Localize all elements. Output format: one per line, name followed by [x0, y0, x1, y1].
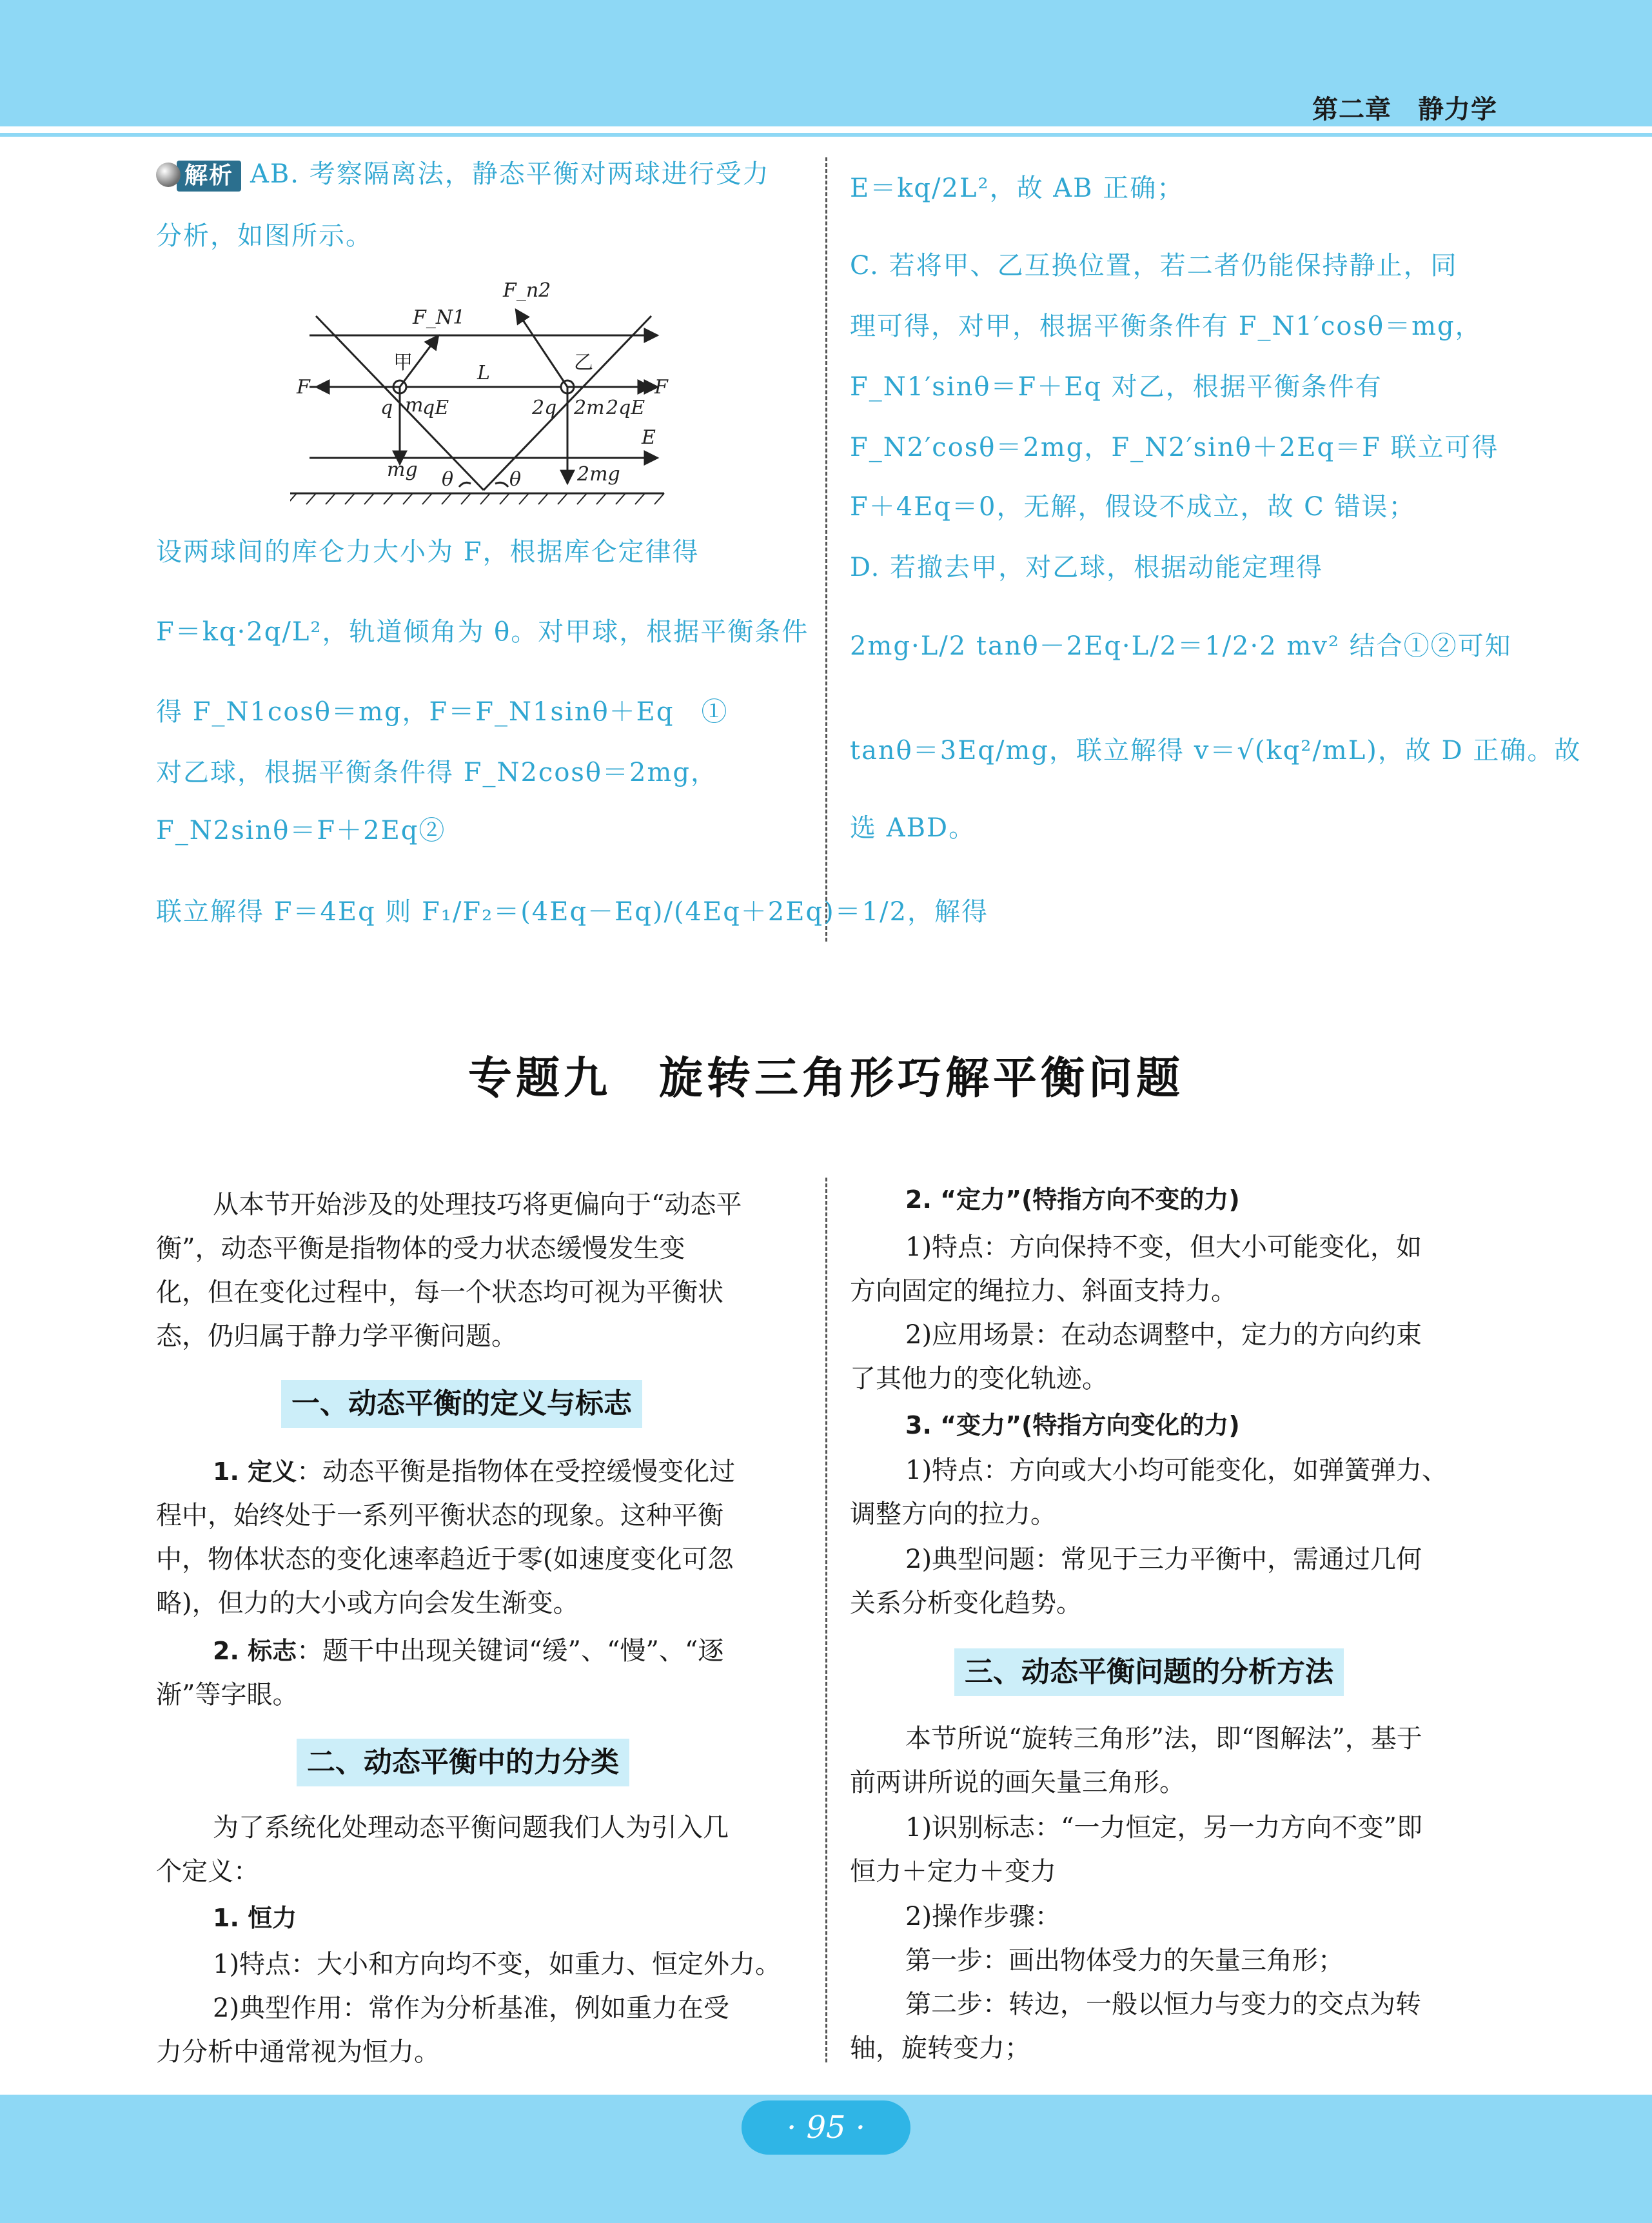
analysis-left-text-6: 对乙球，根据平衡条件得 F_N2cosθ＝2mg， — [156, 758, 718, 787]
section-heading-1: 一、动态平衡的定义与标志 — [281, 1380, 642, 1428]
fig-label-theta-left: θ — [442, 468, 454, 491]
sign-line-2: 渐”等字眼。 — [156, 1680, 299, 1710]
variable-force-line-4: 关系分析变化趋势。 — [850, 1588, 1082, 1618]
force-fn2-arrow — [516, 310, 567, 387]
analysis-left-text-8: 联立解得 F＝4Eq 则 F₁/F₂＝(4Eq－Eq)/(4Eq＋2Eq)＝1/2，解得 — [156, 897, 989, 927]
page-number: · 95 · — [786, 2109, 866, 2146]
fixed-force-line-1: 1)特点：方向保持不变，但大小可能变化，如 — [905, 1232, 1422, 1262]
definition-line-3: 中，物体状态的变化速率趋近于零(如速度变化可忽 — [156, 1545, 734, 1574]
page-title: 专题九 旋转三角形巧解平衡问题 — [467, 1053, 1184, 1104]
fig-label-2m: 2m — [574, 397, 605, 419]
class-intro-line-1: 为了系统化处理动态平衡问题我们人为引入几 — [213, 1813, 729, 1843]
class-intro-line-2: 个定义： — [156, 1857, 259, 1886]
analysis-left-text-3: 设两球间的库仑力大小为 F，根据库仑定律得 — [156, 537, 700, 567]
analysis-line-1 — [156, 155, 770, 193]
header-underline — [0, 133, 1652, 137]
sign-label: 2. 标志 — [213, 1637, 297, 1665]
constant-force-heading: 1. 恒力 — [213, 1904, 297, 1932]
fig-label-fn2: F_n2 — [503, 279, 551, 302]
fig-label-mg: mg — [387, 459, 418, 481]
sign-line-1 — [213, 1629, 723, 1673]
intro-line-1: 从本节开始涉及的处理技巧将更偏向于“动态平 — [213, 1190, 742, 1220]
ground-hatch — [290, 493, 664, 504]
fig-label-2mg: 2mg — [577, 463, 620, 486]
fig-label-q: q — [380, 397, 393, 419]
definition-label: 1. 定义 — [213, 1457, 297, 1486]
analysis-right-text-5: F_N2′cosθ＝2mg，F_N2′sinθ＋2Eq＝F 联立可得 — [850, 433, 1499, 462]
definition-text-1: ：动态平衡是指物体在受控缓慢变化过 — [297, 1457, 736, 1487]
column-divider-bottom — [825, 1178, 827, 2062]
definition-line-1 — [213, 1450, 735, 1494]
sign-text-1: ：题干中出现关键词“缓”、“慢”、“逐 — [297, 1636, 724, 1666]
variable-force-line-2: 调整方向的拉力。 — [850, 1499, 1056, 1529]
fig-label-2q: 2q — [532, 397, 557, 419]
method-line-2: 前两讲所说的画矢量三角形。 — [850, 1768, 1185, 1797]
variable-force-line-3: 2)典型问题：常见于三力平衡中，需通过几何 — [905, 1545, 1422, 1574]
fig-label-theta-right: θ — [509, 468, 522, 491]
method-line-5: 2)操作步骤： — [905, 1902, 1061, 1932]
analysis-label: 解析 — [177, 161, 241, 192]
analysis-right-text-1: E＝kq/2L²，故 AB 正确； — [850, 173, 1185, 203]
method-line-6: 第一步：画出物体受力的矢量三角形； — [905, 1946, 1344, 1975]
fig-label-qe: qE — [422, 397, 449, 419]
fig-label-fn1: F_N1 — [413, 306, 466, 329]
fig-label-f-right: F — [654, 376, 668, 399]
analysis-left-text-2: 分析，如图所示。 — [156, 221, 373, 251]
section-heading-2: 二、动态平衡中的力分类 — [297, 1739, 629, 1786]
chapter-title: 第二章 静力学 — [1312, 95, 1497, 124]
analysis-badge-icon — [156, 163, 181, 187]
fig-label-f-left: F — [297, 376, 310, 399]
fig-label-jia: 甲 — [393, 351, 413, 374]
analysis-left-text-7: F_N2sinθ＝F＋2Eq② — [156, 816, 446, 845]
method-line-8: 轴，旋转变力； — [850, 2033, 1030, 2063]
fixed-force-line-3: 2)应用场景：在动态调整中，定力的方向约束 — [905, 1320, 1422, 1350]
analysis-right-text-2: C. 若将甲、乙互换位置，若二者仍能保持静止，同 — [850, 251, 1458, 281]
fixed-force-heading: 2. “定力”(特指方向不变的力) — [905, 1185, 1240, 1214]
method-line-4: 恒力＋定力＋变力 — [850, 1857, 1056, 1886]
intro-line-3: 化，但在变化过程中，每一个状态均可视为平衡状 — [156, 1278, 723, 1307]
method-line-1: 本节所说“旋转三角形”法，即“图解法”，基于 — [905, 1724, 1422, 1754]
intro-line-2: 衡”，动态平衡是指物体的受力状态缓慢发生变 — [156, 1234, 685, 1263]
section-heading-3: 三、动态平衡问题的分析方法 — [954, 1648, 1344, 1696]
analysis-left-text-5: 得 F_N1cosθ＝mg，F＝F_N1sinθ＋Eq ① — [156, 697, 729, 727]
variable-force-line-1: 1)特点：方向或大小均可能变化，如弹簧弹力、 — [905, 1456, 1448, 1485]
analysis-right-text-9: tanθ＝3Eq/mg，联立解得 v＝√(kq²/mL)，故 D 正确。故 — [850, 736, 1582, 766]
constant-force-line-1: 1)特点：大小和方向均不变，如重力、恒定外力。 — [213, 1950, 782, 1979]
analysis-right-text-6: F＋4Eq＝0，无解，假设不成立，故 C 错误； — [850, 492, 1416, 522]
analysis-left-text-4: F＝kq·2q/L²，轨道倾角为 θ。对甲球，根据平衡条件 — [156, 617, 809, 647]
definition-line-4: 略)，但力的大小或方向会发生渐变。 — [156, 1588, 579, 1618]
fixed-force-line-2: 方向固定的绳拉力、斜面支持力。 — [850, 1276, 1237, 1306]
analysis-left-text-1: AB. 考察隔离法，静态平衡对两球进行受力 — [250, 159, 770, 189]
fig-label-e: E — [642, 426, 656, 449]
fig-label-m: m — [405, 394, 424, 417]
constant-force-line-3: 力分析中通常视为恒力。 — [156, 2037, 440, 2067]
fig-label-2qe: 2qE — [606, 397, 645, 419]
analysis-right-text-8: 2mg·L/2 tanθ－2Eq·L/2＝1/2·2 mv² 结合①②可知 — [850, 631, 1512, 661]
angle-arc-right — [495, 482, 508, 487]
fixed-force-line-4: 了其他力的变化轨迹。 — [850, 1364, 1108, 1394]
method-line-3: 1)识别标志：“一力恒定，另一力方向不变”即 — [905, 1813, 1422, 1843]
definition-line-2: 程中，始终处于一系列平衡状态的现象。这种平衡 — [156, 1501, 723, 1530]
fig-label-l: L — [477, 362, 490, 384]
angle-arc-left — [459, 482, 471, 487]
fig-label-yi: 乙 — [574, 351, 593, 374]
method-line-7: 第二步：转边，一般以恒力与变力的交点为转 — [905, 1990, 1421, 2019]
force-diagram — [290, 271, 671, 516]
analysis-right-text-3: 理可得，对甲，根据平衡条件有 F_N1′cosθ＝mg， — [850, 311, 1482, 341]
column-divider-top — [825, 157, 827, 942]
analysis-right-text-10: 选 ABD。 — [850, 813, 976, 843]
constant-force-line-2: 2)典型作用：常作为分析基准，例如重力在受 — [213, 1993, 730, 2023]
analysis-right-text-4: F_N1′sinθ＝F＋Eq 对乙，根据平衡条件有 — [850, 372, 1382, 402]
intro-line-4: 态，仍归属于静力学平衡问题。 — [156, 1321, 517, 1351]
analysis-right-text-7: D. 若撤去甲，对乙球，根据动能定理得 — [850, 553, 1324, 582]
variable-force-heading: 3. “变力”(特指方向变化的力) — [905, 1411, 1240, 1439]
